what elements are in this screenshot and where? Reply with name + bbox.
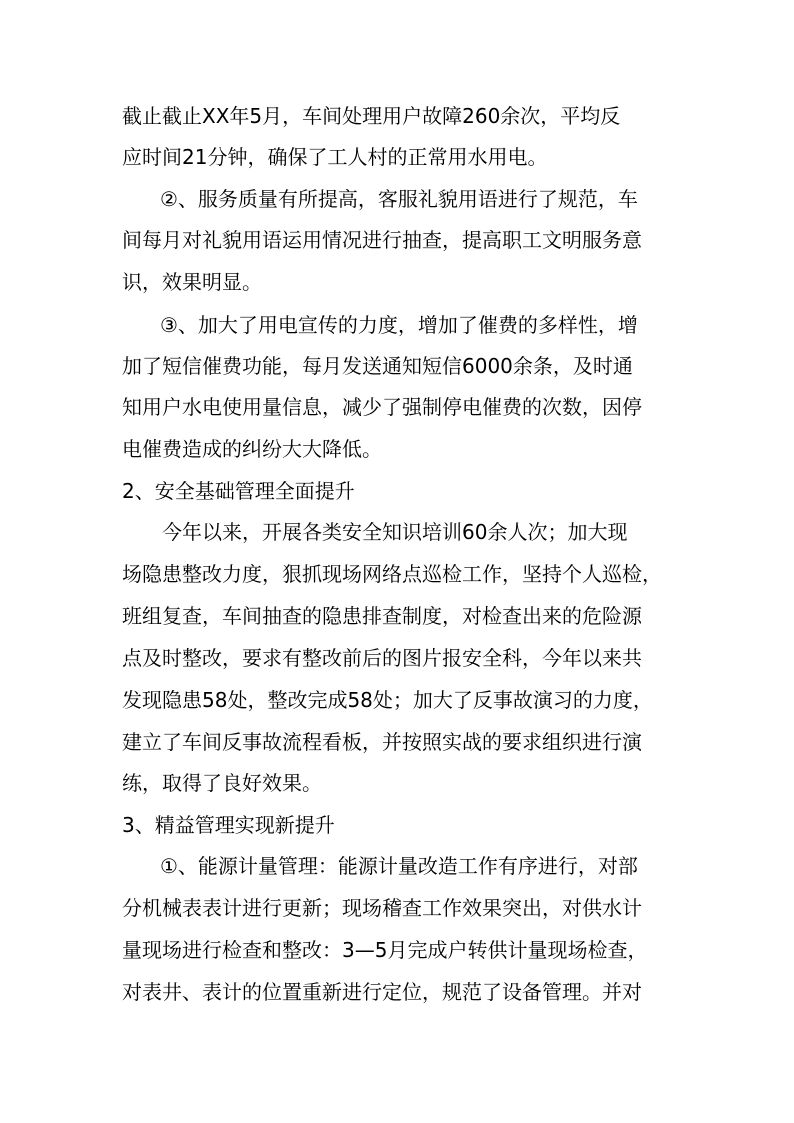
- text-line: 截止截止XX年5月，车间处理用户故障260余次，平均反: [122, 104, 621, 128]
- text-line: 电催费造成的纠纷大大降低。: [122, 437, 382, 461]
- section-heading: 2、安全基础管理全面提升: [122, 479, 355, 503]
- text-line: 对表井、表计的位置重新进行定位，规范了设备管理。并对: [122, 980, 642, 1004]
- text-line: 间每月对礼貌用语运用情况进行抽查，提高职工文明服务意: [122, 228, 642, 252]
- text-line: 应时间21分钟，确保了工人村的正常用水用电。: [122, 145, 548, 169]
- text-line: ②、服务质量有所提高，客服礼貌用语进行了规范，车: [160, 187, 638, 211]
- text-line: 发现隐患58处，整改完成58处；加大了反事故演习的力度，: [122, 688, 653, 712]
- text-line: 建立了车间反事故流程看板，并按照实战的要求组织进行演: [122, 730, 642, 754]
- text-line: ①、能源计量管理：能源计量改造工作有序进行，对部: [160, 854, 638, 878]
- text-line: 今年以来，开展各类安全知识培训60余人次；加大现: [162, 520, 628, 544]
- section-heading: 3、精益管理实现新提升: [122, 813, 335, 837]
- text-line: 识，效果明显。: [122, 270, 262, 294]
- text-line: 知用户水电使用量信息，减少了强制停电催费的次数，因停: [122, 395, 642, 419]
- text-line: 量现场进行检查和整改：3—5月完成户转供计量现场检查，: [122, 938, 648, 962]
- text-line: 练，取得了良好效果。: [122, 771, 322, 795]
- text-line: 班组复查，车间抽查的隐患排查制度，对检查出来的危险源: [122, 604, 642, 628]
- text-line: 加了短信催费功能，每月发送通知短信6000余条，及时通: [122, 354, 633, 378]
- text-line: 场隐患整改力度，狠抓现场网络点巡检工作，坚持个人巡检，: [122, 562, 662, 586]
- text-line: 点及时整改，要求有整改前后的图片报安全科，今年以来共: [122, 646, 642, 670]
- text-line: 分机械表表计进行更新；现场稽查工作效果突出，对供水计: [122, 896, 642, 920]
- text-line: ③、加大了用电宣传的力度，增加了催费的多样性，增: [160, 313, 638, 337]
